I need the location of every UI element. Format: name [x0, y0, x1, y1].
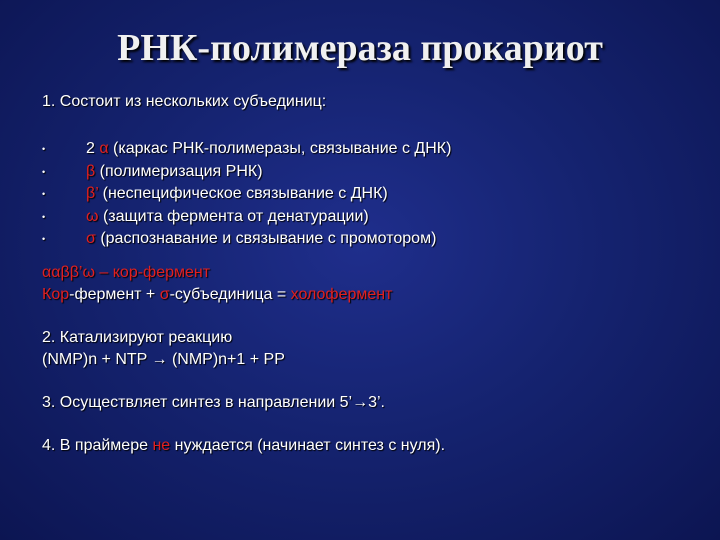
subunit-description: (распознавание и связывание с промотором)	[95, 230, 437, 247]
core-enzyme-line: ααββ’ω – кор-фермент	[42, 264, 211, 281]
subunit-text	[86, 228, 436, 251]
negation-word: не	[152, 437, 171, 454]
subunit-description: (каркас РНК-полимеразы, связывание с ДНК)	[108, 140, 452, 157]
subunit-symbol: α	[99, 140, 109, 157]
primer-text: нуждается (начинает синтез с нуля).	[170, 437, 446, 454]
subunit-description: (полимеризация РНК)	[95, 162, 263, 180]
subunit-description: (неспецифическое связывание с ДНК)	[98, 185, 388, 202]
bullet-icon: •	[42, 189, 46, 199]
primer-text: 4. В праймере	[42, 437, 153, 454]
holoenzyme-word: холофермент	[290, 286, 393, 303]
holoenzyme-text: -фермент +	[69, 286, 160, 303]
subunit-text	[86, 138, 451, 161]
slide-title: РНК-полимераза прокариот	[117, 27, 603, 69]
subunit-symbol: σ	[86, 230, 96, 247]
subunit-symbol: β	[86, 162, 96, 180]
bullet-icon: •	[42, 234, 46, 244]
synthesis-direction-line: 3. Осуществляет синтез в направлении 5’→3’.	[42, 394, 385, 411]
reaction-equation: (NMP)n + NTP → (NMP)n+1 + PP	[42, 351, 285, 368]
primer-line	[42, 436, 445, 456]
subunit-description: (защита фермента от денатурации)	[98, 207, 369, 225]
holoenzyme-line	[42, 285, 392, 305]
catalysis-heading: 2. Катализируют реакцию	[42, 329, 233, 346]
subunit-text	[86, 183, 388, 206]
core-word: Кор	[42, 286, 70, 303]
intro-line: 1. Состоит из нескольких субъединиц:	[42, 93, 327, 110]
subunit-text	[86, 161, 263, 184]
bullet-icon: •	[42, 144, 46, 154]
sigma-symbol: σ	[159, 286, 170, 303]
subunit-symbol: β’	[86, 185, 99, 202]
subunit-count: 2	[86, 140, 100, 157]
subunit-symbol: ω	[86, 207, 99, 225]
bullet-icon: •	[42, 166, 46, 177]
bullet-icon: •	[42, 211, 46, 222]
subunit-text	[86, 206, 369, 229]
holoenzyme-text: -субъединица =	[169, 286, 291, 303]
